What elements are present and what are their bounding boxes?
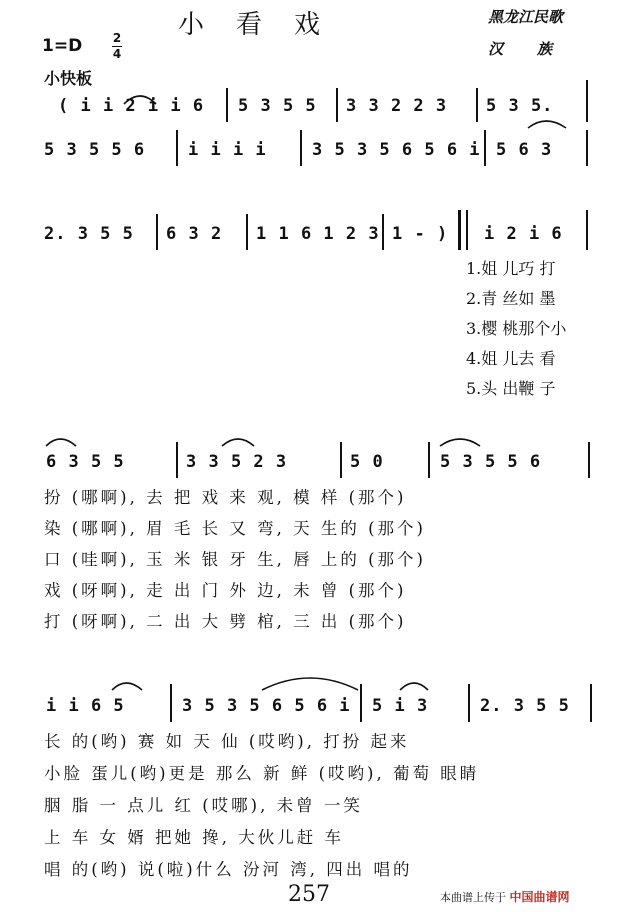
lyric-line: 长 的(哟) 赛 如 天 仙 (哎哟), 打扮 起来 bbox=[44, 732, 410, 751]
measure: 2. 3 5 5 bbox=[480, 696, 570, 716]
upload-credit bbox=[440, 888, 570, 905]
lyric-line: 口 (哇啊), 玉 米 银 牙 生, 唇 上的 (那个) bbox=[44, 550, 426, 569]
tempo-marking: 小快板 bbox=[44, 69, 93, 88]
verse-start: 4.姐 儿去 看 bbox=[466, 349, 556, 368]
measure: 5 3 5 5 6 bbox=[440, 452, 542, 472]
verse-start: 5.头 出鞭 子 bbox=[466, 379, 556, 398]
slur-arc bbox=[440, 439, 480, 446]
slur-arc bbox=[528, 121, 566, 128]
verse-start: 1.姐 儿巧 打 bbox=[466, 259, 556, 278]
song-origin: 黑龙江民歌 bbox=[488, 8, 564, 26]
lyric-line: 唱 的(哟) 说(啦)什么 汾河 湾, 四出 唱的 bbox=[44, 860, 413, 879]
slur-arc bbox=[112, 683, 142, 690]
measure: i i 6 5 bbox=[46, 696, 125, 716]
slur-arc bbox=[262, 678, 358, 690]
lyric-line: 扮 (哪啊), 去 把 戏 来 观, 模 样 (那个) bbox=[44, 488, 407, 507]
lyric-line: 染 (哪啊), 眉 毛 长 又 弯, 天 生的 (那个) bbox=[44, 519, 426, 538]
lyric-line: 上 车 女 婿 把她 搀, 大伙儿赶 车 bbox=[44, 828, 344, 847]
time-signature-bottom: 4 bbox=[112, 47, 122, 61]
measure: 5 3 5 5 bbox=[238, 96, 317, 116]
key-signature: 1=D bbox=[42, 36, 83, 56]
measure: 5 0 bbox=[350, 452, 384, 472]
lyric-line: 打 (呀啊), 二 出 大 劈 棺, 三 出 (那个) bbox=[44, 612, 407, 631]
measure: 1 1 6 1 2 3 bbox=[256, 224, 380, 244]
lyric-line: 戏 (呀啊), 走 出 门 外 边, 未 曾 (那个) bbox=[44, 581, 407, 600]
verse-start: 3.樱 桃那个小 bbox=[466, 319, 567, 338]
measure: i 2 i 6 bbox=[484, 224, 563, 244]
lyric-line: 小脸 蛋儿(哟)更是 那么 新 鲜 (哎哟), 葡萄 眼睛 bbox=[44, 764, 480, 783]
lyric-line: 胭 脂 一 点儿 红 (哎哪), 未曾 一笑 bbox=[44, 796, 363, 815]
page-number: 257 bbox=[288, 882, 330, 907]
measure: 3 3 2 2 3 bbox=[346, 96, 448, 116]
site-logo: 中国曲谱网 bbox=[509, 890, 570, 904]
measure: 6 3 2 bbox=[166, 224, 223, 244]
measure: 5 i 3 bbox=[372, 696, 429, 716]
measure: i i i i bbox=[188, 140, 267, 160]
measure: 5 6 3 bbox=[496, 140, 553, 160]
slur-arc bbox=[400, 683, 428, 690]
measure: 2. 3 5 5 bbox=[44, 224, 134, 244]
measure: ( i i 2 i i 6 bbox=[58, 96, 205, 116]
slur-arc bbox=[222, 439, 254, 446]
time-signature-top: 2 bbox=[112, 31, 122, 45]
verse-start: 2.青 丝如 墨 bbox=[466, 289, 556, 308]
measure: 5 3 5. bbox=[486, 96, 554, 116]
song-title: 小看戏 bbox=[178, 10, 353, 40]
song-ethnicity: 汉族 bbox=[488, 40, 587, 58]
measure: 3 3 5 2 3 bbox=[186, 452, 288, 472]
measure: 1 - ) bbox=[392, 224, 449, 244]
measure: 3 5 3 5 6 5 6 i bbox=[312, 140, 481, 160]
slur-arc bbox=[46, 439, 76, 446]
upload-note: 本曲谱上传于 bbox=[440, 891, 506, 904]
measure: 3 5 3 5 6 5 6 i bbox=[182, 696, 351, 716]
slur-arc bbox=[124, 96, 156, 104]
measure: 6 3 5 5 bbox=[46, 452, 125, 472]
measure: 5 3 5 5 6 bbox=[44, 140, 146, 160]
